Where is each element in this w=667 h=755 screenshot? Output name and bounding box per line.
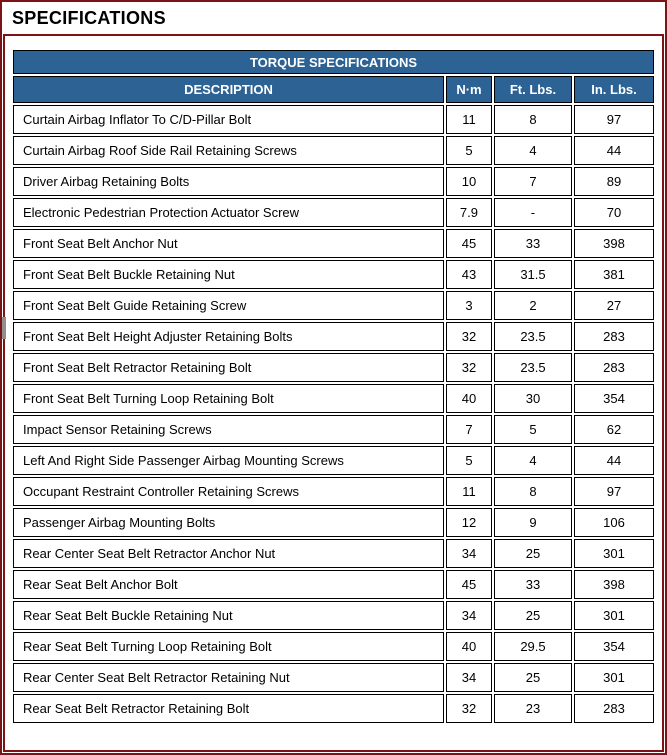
row-inlbs: 106 [574,508,654,537]
row-nm: 34 [446,601,492,630]
row-inlbs: 301 [574,663,654,692]
row-nm: 45 [446,229,492,258]
row-nm: 32 [446,322,492,351]
row-inlbs: 27 [574,291,654,320]
row-nm: 45 [446,570,492,599]
table-row [13,198,654,227]
row-nm: 11 [446,477,492,506]
table-row [13,136,654,165]
row-ftlbs: 4 [494,446,572,475]
row-ftlbs: 33 [494,229,572,258]
row-inlbs: 283 [574,694,654,723]
row-inlbs: 354 [574,632,654,661]
row-nm: 34 [446,539,492,568]
column-header-row [13,76,654,103]
table-row [13,508,654,537]
row-ftlbs: 23.5 [494,353,572,382]
row-nm: 32 [446,353,492,382]
row-nm: 12 [446,508,492,537]
row-nm: 34 [446,663,492,692]
row-inlbs: 97 [574,105,654,134]
row-nm: 11 [446,105,492,134]
column-header-description: DESCRIPTION [13,76,444,103]
row-nm: 10 [446,167,492,196]
row-nm: 7 [446,415,492,444]
row-ftlbs: 33 [494,570,572,599]
row-inlbs: 44 [574,136,654,165]
row-description: Left And Right Side Passenger Airbag Mounting Screws [13,446,444,475]
row-description: Rear Seat Belt Anchor Bolt [13,570,444,599]
row-description: Passenger Airbag Mounting Bolts [13,508,444,537]
row-description: Front Seat Belt Retractor Retaining Bolt [13,353,444,382]
row-nm: 5 [446,446,492,475]
row-nm: 40 [446,632,492,661]
row-ftlbs: 25 [494,663,572,692]
column-header-nm: N·m [446,76,492,103]
row-description: Rear Center Seat Belt Retractor Retaining Nut [13,663,444,692]
row-description: Curtain Airbag Inflator To C/D-Pillar Bolt [13,105,444,134]
row-inlbs: 398 [574,570,654,599]
page-title: SPECIFICATIONS [12,8,166,28]
row-description: Rear Seat Belt Buckle Retaining Nut [13,601,444,630]
row-ftlbs: 31.5 [494,260,572,289]
page-header [2,2,665,34]
table-row [13,229,654,258]
table-row [13,663,654,692]
row-nm: 43 [446,260,492,289]
table-row [13,539,654,568]
table-row [13,260,654,289]
row-inlbs: 301 [574,601,654,630]
table-row [13,694,654,723]
row-ftlbs: 8 [494,105,572,134]
table-row [13,353,654,382]
content-frame [3,34,664,752]
row-inlbs: 70 [574,198,654,227]
column-header-inlbs: In. Lbs. [574,76,654,103]
table-row [13,632,654,661]
row-ftlbs: 4 [494,136,572,165]
row-ftlbs: 23 [494,694,572,723]
row-inlbs: 398 [574,229,654,258]
row-inlbs: 97 [574,477,654,506]
row-inlbs: 62 [574,415,654,444]
row-ftlbs: 25 [494,539,572,568]
row-nm: 7.9 [446,198,492,227]
row-ftlbs: 5 [494,415,572,444]
row-description: Curtain Airbag Roof Side Rail Retaining Screws [13,136,444,165]
row-description: Front Seat Belt Anchor Nut [13,229,444,258]
left-scrollbar-thumb[interactable] [2,317,6,339]
table-row [13,477,654,506]
table-row [13,291,654,320]
row-description: Rear Seat Belt Turning Loop Retaining Bolt [13,632,444,661]
row-description: Impact Sensor Retaining Screws [13,415,444,444]
row-description: Driver Airbag Retaining Bolts [13,167,444,196]
row-ftlbs: 8 [494,477,572,506]
table-row [13,446,654,475]
row-description: Rear Center Seat Belt Retractor Anchor Nut [13,539,444,568]
row-description: Rear Seat Belt Retractor Retaining Bolt [13,694,444,723]
row-nm: 40 [446,384,492,413]
table-row [13,167,654,196]
row-ftlbs: 29.5 [494,632,572,661]
table-row [13,384,654,413]
column-header-ftlbs: Ft. Lbs. [494,76,572,103]
row-inlbs: 381 [574,260,654,289]
table-row [13,601,654,630]
row-description: Front Seat Belt Turning Loop Retaining Bolt [13,384,444,413]
row-ftlbs: 30 [494,384,572,413]
row-description: Occupant Restraint Controller Retaining Screws [13,477,444,506]
row-inlbs: 283 [574,322,654,351]
row-inlbs: 301 [574,539,654,568]
torque-table-body [13,105,654,723]
row-description: Front Seat Belt Buckle Retaining Nut [13,260,444,289]
row-ftlbs: 2 [494,291,572,320]
row-nm: 3 [446,291,492,320]
row-ftlbs: 7 [494,167,572,196]
table-row [13,105,654,134]
row-inlbs: 89 [574,167,654,196]
row-inlbs: 283 [574,353,654,382]
torque-specifications-table [11,48,656,725]
table-row [13,415,654,444]
row-description: Electronic Pedestrian Protection Actuator Screw [13,198,444,227]
row-nm: 5 [446,136,492,165]
row-description: Front Seat Belt Guide Retaining Screw [13,291,444,320]
table-row [13,322,654,351]
row-ftlbs: - [494,198,572,227]
table-title-row [13,50,654,74]
row-ftlbs: 25 [494,601,572,630]
row-description: Front Seat Belt Height Adjuster Retaining Bolts [13,322,444,351]
row-inlbs: 354 [574,384,654,413]
row-ftlbs: 23.5 [494,322,572,351]
row-inlbs: 44 [574,446,654,475]
row-nm: 32 [446,694,492,723]
table-title: TORQUE SPECIFICATIONS [13,50,654,74]
table-row [13,570,654,599]
row-ftlbs: 9 [494,508,572,537]
